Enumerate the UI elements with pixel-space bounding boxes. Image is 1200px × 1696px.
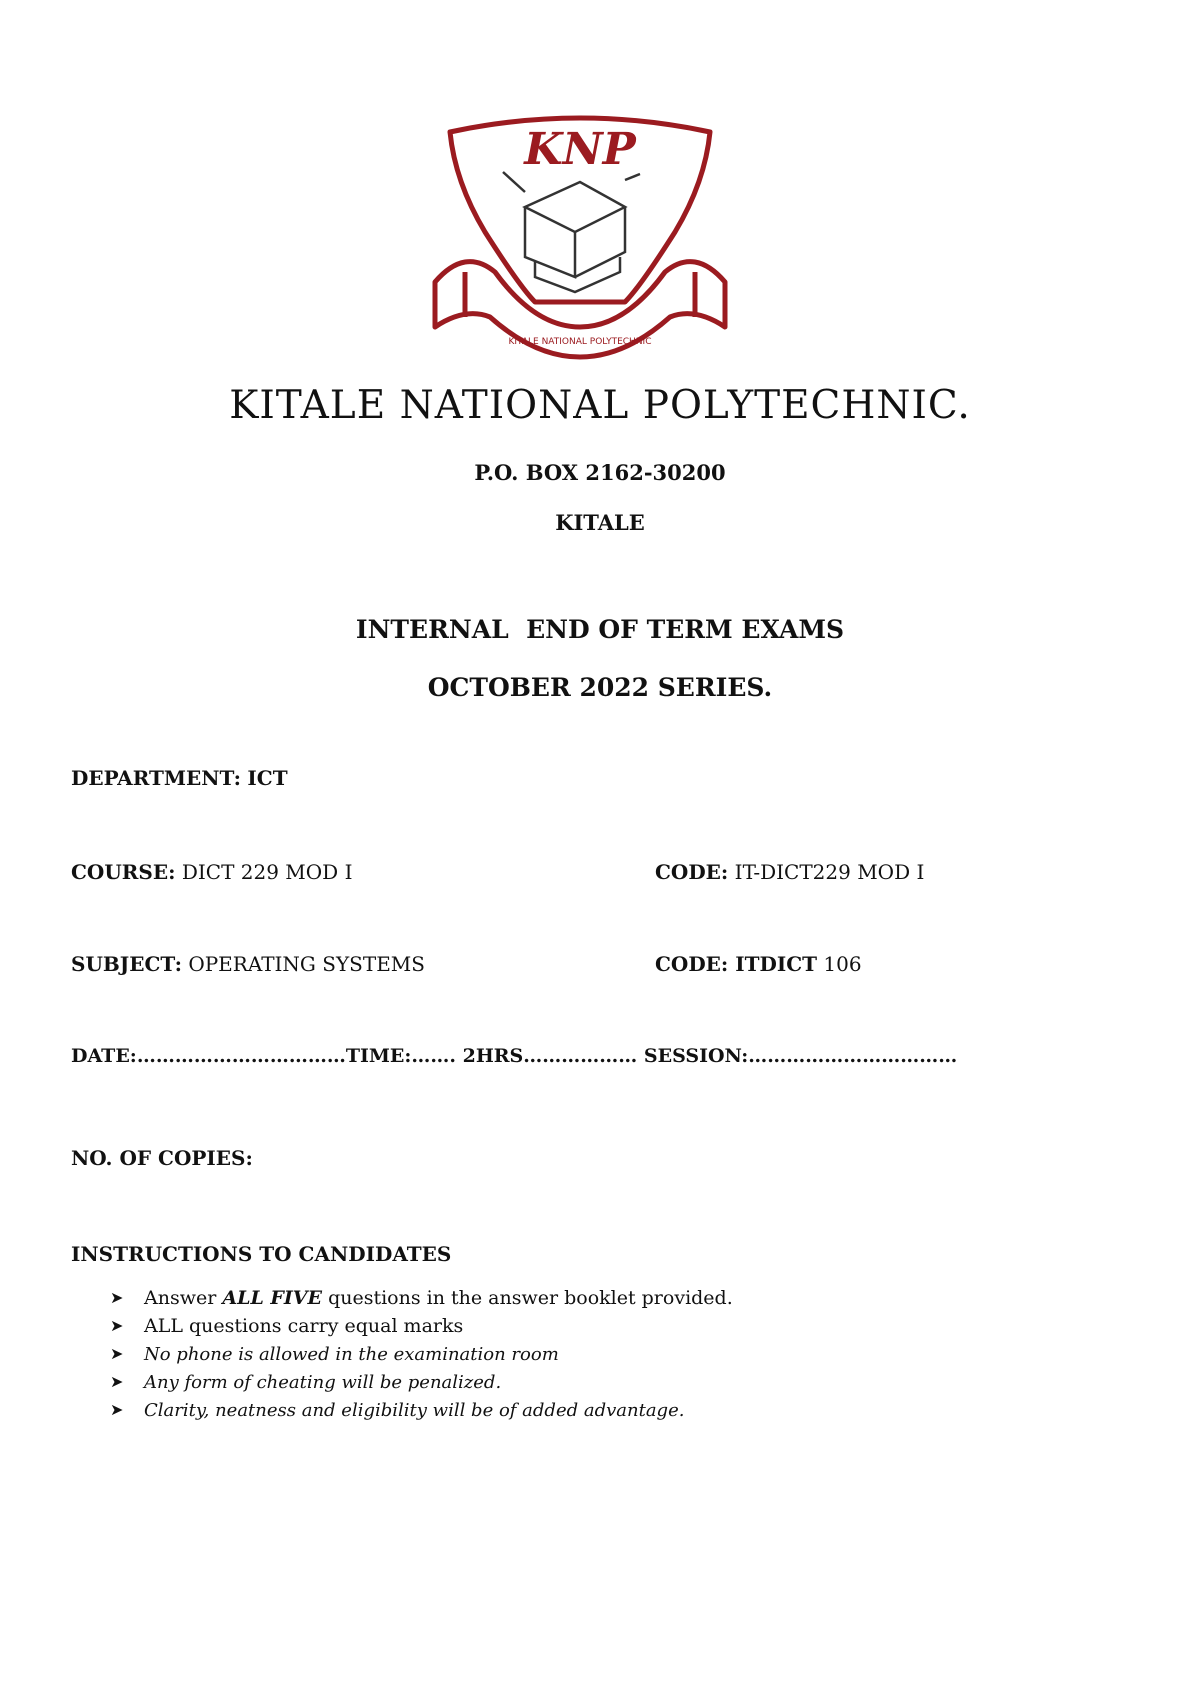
arrowhead-bullet-icon: ➤ xyxy=(110,1344,124,1363)
course-code-value: IT-DICT229 MOD I xyxy=(734,860,925,884)
instructions-title: INSTRUCTIONS TO CANDIDATES xyxy=(71,1242,452,1266)
instruction-text: No phone is allowed in the examination room xyxy=(144,1344,559,1365)
instruction-text: Answer xyxy=(144,1287,223,1309)
copies-label: NO. OF COPIES: xyxy=(71,1146,253,1170)
exam-title: INTERNAL END OF TERM EXAMS xyxy=(355,615,845,644)
instruction-text: questions in the answer booklet provided. xyxy=(322,1287,733,1309)
subject-code-value: 106 xyxy=(823,952,862,976)
list-item xyxy=(110,1368,733,1396)
course-row xyxy=(71,860,352,884)
instructions-list xyxy=(110,1284,733,1424)
course-code-label: CODE: xyxy=(655,860,729,884)
list-item xyxy=(110,1312,733,1340)
course-label: COURSE: xyxy=(71,860,176,884)
subject-value: OPERATING SYSTEMS xyxy=(188,952,425,976)
logo-initials: KNP xyxy=(524,124,636,175)
town: KITALE xyxy=(555,510,645,535)
logo-ribbon-text: KITALE NATIONAL POLYTECHNIC xyxy=(508,337,652,347)
instruction-text: Clarity, neatness and eligibility will be of added advantage. xyxy=(144,1400,685,1421)
list-item xyxy=(110,1340,733,1368)
instruction-text: ALL questions carry equal marks xyxy=(144,1315,464,1337)
exam-series: OCTOBER 2022 SERIES. xyxy=(427,673,773,702)
arrowhead-bullet-icon: ➤ xyxy=(110,1372,124,1391)
arrowhead-bullet-icon: ➤ xyxy=(110,1316,124,1335)
subject-code-label: CODE: ITDICT xyxy=(655,952,818,976)
school-name: KITALE NATIONAL POLYTECHNIC. xyxy=(229,383,971,428)
list-item xyxy=(110,1284,733,1312)
instruction-text: Any form of cheating will be penalized. xyxy=(144,1372,502,1393)
course-code-row xyxy=(655,860,924,884)
date-time-session: DATE:……………………………TIME:……. 2HRS……………… SESSION:…………………………… xyxy=(71,1045,958,1067)
subject-label: SUBJECT: xyxy=(71,952,182,976)
arrowhead-bullet-icon: ➤ xyxy=(110,1400,124,1419)
course-value: DICT 229 MOD I xyxy=(181,860,353,884)
institution-logo xyxy=(425,112,735,362)
po-box: P.O. BOX 2162-30200 xyxy=(474,460,726,485)
department-value: ICT xyxy=(247,766,288,790)
subject-code-row xyxy=(655,952,862,976)
department-row xyxy=(71,766,288,790)
list-item xyxy=(110,1396,733,1424)
subject-row xyxy=(71,952,425,976)
graduation-cap-icon xyxy=(503,172,640,292)
instruction-emphasis: ALL FIVE xyxy=(222,1287,323,1309)
department-label: DEPARTMENT: xyxy=(71,766,242,790)
arrowhead-bullet-icon: ➤ xyxy=(110,1288,124,1307)
